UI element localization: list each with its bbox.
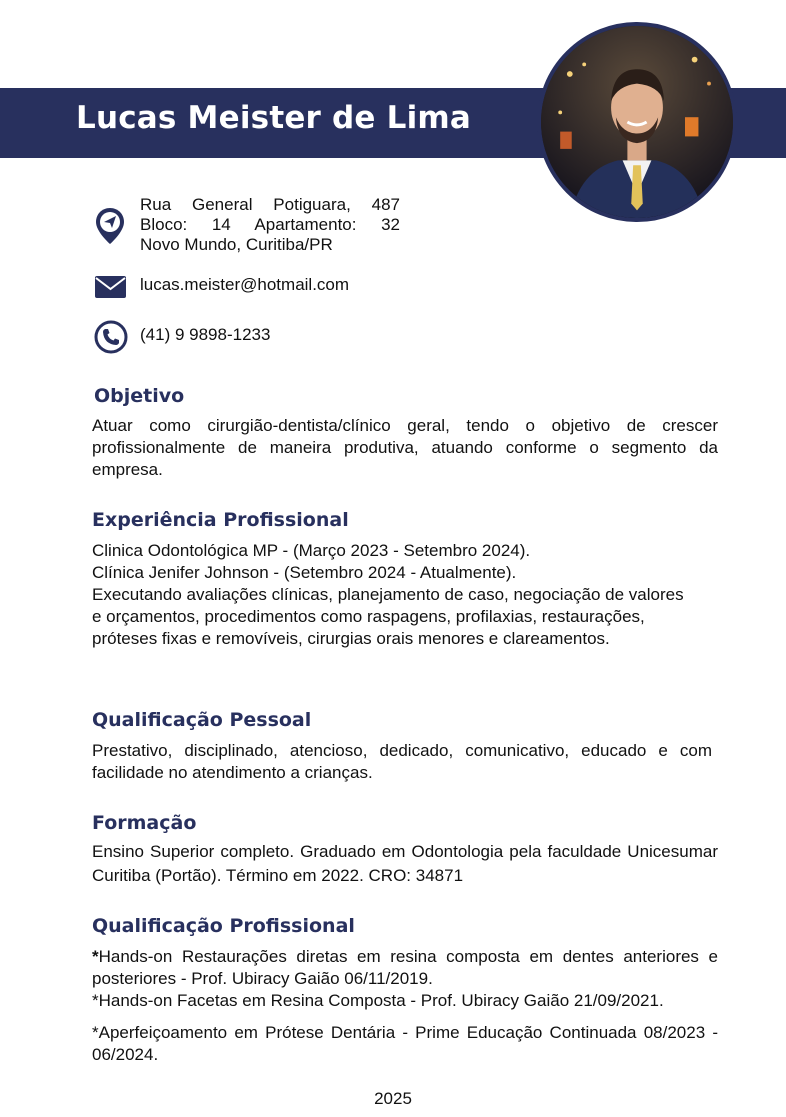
address-line-3: Novo Mundo, Curitiba/PR: [140, 235, 333, 254]
phone: (41) 9 9898-1233: [140, 325, 271, 344]
phone-icon: [94, 320, 128, 354]
qualificacao-profissional-item-3: *Aperfeiçoamento em Prótese Dentária - Prime Educação Continuada 08/2023 - 06/2024.: [92, 1023, 718, 1064]
item-1-bullet: *: [92, 947, 99, 966]
address-line-2: Bloco: 14 Apartamento: 32: [140, 215, 400, 234]
formacao-text: Ensino Superior completo. Graduado em Odontologia pela faculdade Unicesumar Curitiba (Portão). Término em 2022. CRO: 34871: [92, 842, 718, 885]
mail-icon: [95, 276, 126, 298]
experiencia-text: [92, 540, 692, 650]
address: [140, 195, 400, 255]
location-icon: [94, 206, 126, 246]
section-title-qualificacao-pessoal: Qualificação Pessoal: [92, 709, 312, 731]
footer-year: 2025: [374, 1089, 412, 1108]
section-title-objetivo: Objetivo: [94, 385, 185, 407]
section-title-qualificacao-profissional: Qualificação Profissional: [92, 915, 355, 937]
email: lucas.meister@hotmail.com: [140, 275, 350, 294]
section-title-formacao: Formação: [92, 812, 197, 834]
candidate-name: Lucas Meister de Lima: [76, 100, 472, 136]
profile-photo: [537, 22, 737, 222]
qualificacao-profissional-item-2: *Hands-on Facetas em Resina Composta - Prof. Ubiracy Gaião 21/09/2021.: [92, 991, 664, 1010]
qualificacao-profissional-item-1: [92, 946, 718, 990]
profile-photo-illustration: [541, 26, 733, 218]
qualificacao-pessoal-text: Prestativo, disciplinado, atencioso, dedicado, comunicativo, educado e com facilidade no atendimento a crianças.: [92, 741, 712, 782]
section-title-experiencia: Experiência Profissional: [92, 509, 349, 531]
experiencia-line-3: Executando avaliações clínicas, planejamento de caso, negociação de valores e orçamentos, procedimentos como raspagens, profilaxias, restaurações, próteses fixas e removíveis, cirurgias orais menores e clareamentos.: [92, 585, 684, 648]
experiencia-line-1: Clinica Odontológica MP - (Março 2023 - Setembro 2024).: [92, 541, 531, 560]
objetivo-text: Atuar como cirurgião-dentista/clínico geral, tendo o objetivo de crescer profissionalmente de maneira produtiva, atuando conforme o segmento da empresa.: [92, 416, 718, 479]
address-line-1: Rua General Potiguara, 487: [140, 195, 400, 214]
experiencia-line-2: Clínica Jenifer Johnson - (Setembro 2024 - Atualmente).: [92, 563, 517, 582]
item-1-text: Hands-on Restaurações diretas em resina composta em dentes anteriores e posteriores - Prof. Ubiracy Gaião 06/11/2019.: [92, 947, 718, 988]
